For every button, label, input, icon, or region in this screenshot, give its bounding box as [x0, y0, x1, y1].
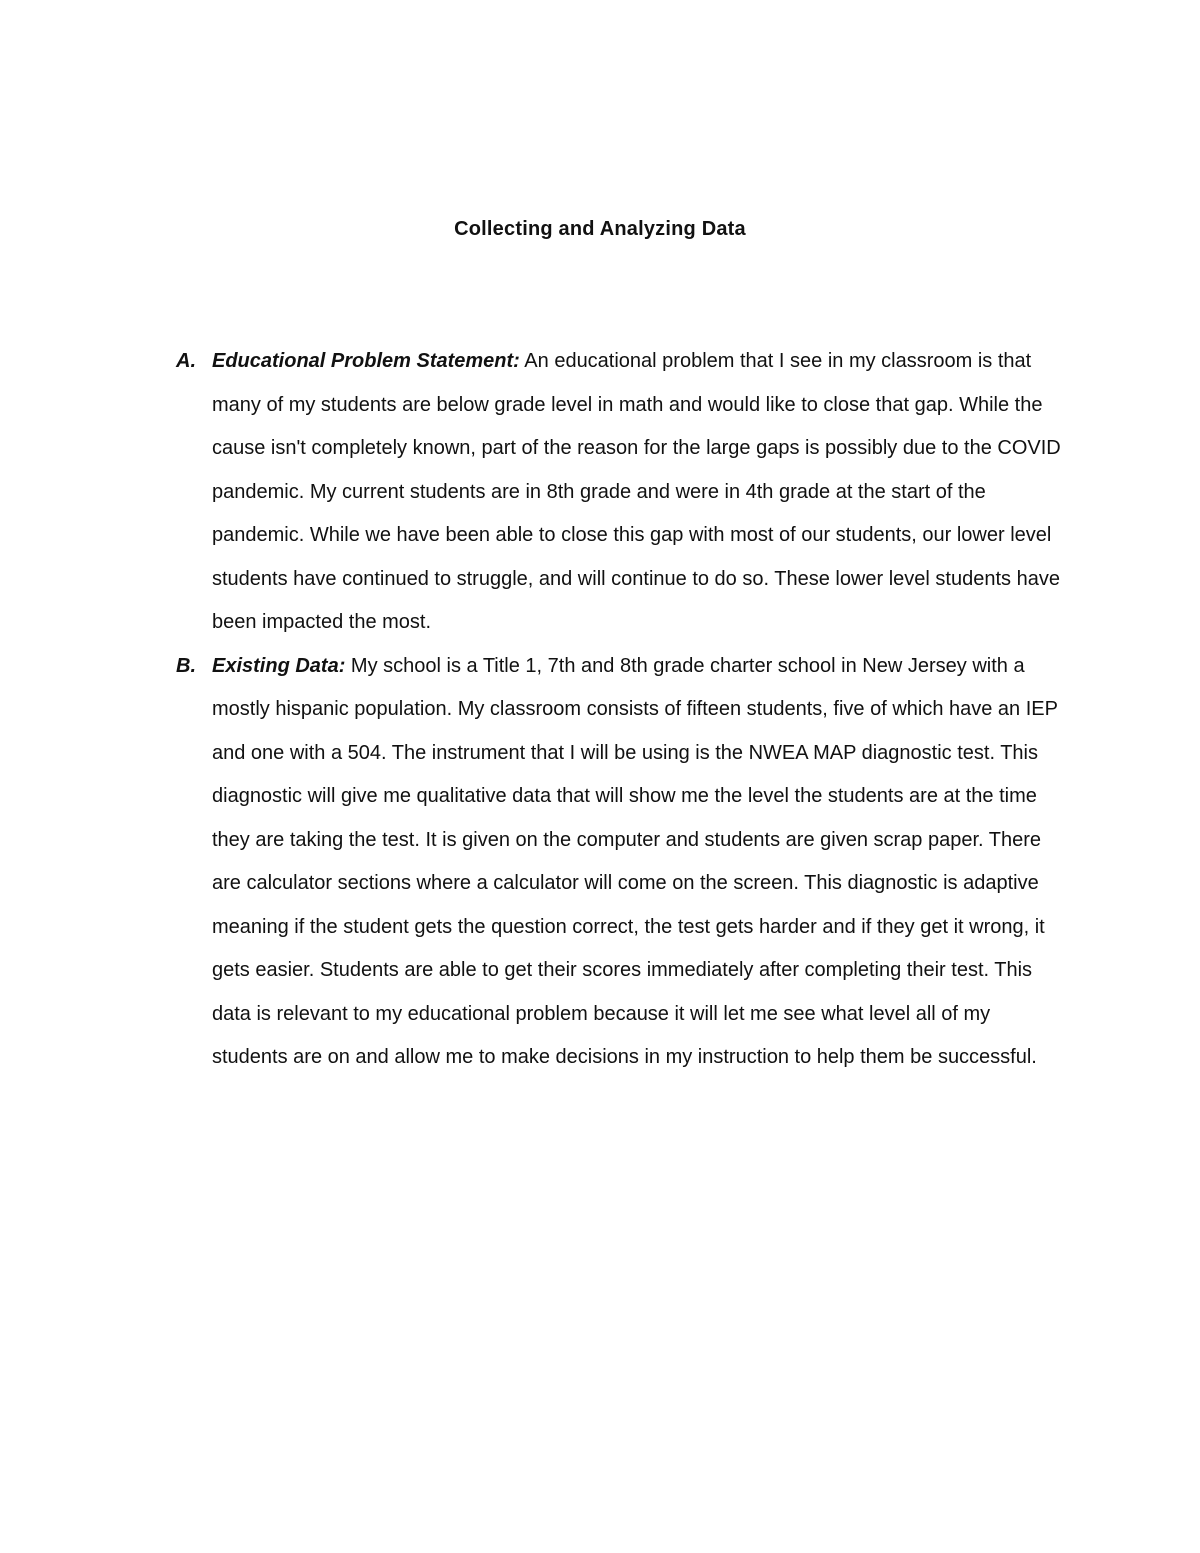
section-a: [176, 340, 1066, 645]
section-b-letter: B.: [176, 654, 196, 677]
section-b: [176, 645, 1066, 1080]
section-a-letter: A.: [176, 350, 196, 372]
section-list: [176, 340, 1066, 1080]
section-b-body: My school is a Title 1, 7th and 8th grade charter school in New Jersey with a mostly hispanic population. My classroom consists of fifteen students, five of which have an IEP and one with a 504. The instrument that I will be using is the NWEA MAP diagnostic test. This diagnostic will give me qualitative data that will show me the level the students are at the time they are taking the test. It is given on the computer and students are given scrap paper. There are calculator sections where a calculator will come on the screen. This diagnostic is adaptive meaning if the student gets the question correct, the test gets harder and if they get it wrong, it gets easier. Students are able to get their scores immediately after completing their test. This data is relevant to my educational problem because it will let me see what level all of my students are on and allow me to make decisions in my instruction to help them be successful.: [212, 654, 1058, 1068]
section-b-heading: Existing Data:: [212, 654, 346, 677]
page-title: Collecting and Analyzing Data: [454, 218, 746, 240]
section-a-body: An educational problem that I see in my classroom is that many of my students are below grade level in math and would like to close that gap. While the cause isn't completely known, part of the reason for the large gaps is possibly due to the COVID pandemic. My current students are in 8th grade and were in 4th grade at the start of the pandemic. While we have been able to close this gap with most of our students, our lower level students have continued to struggle, and will continue to do so. These lower level students have been impacted the most.: [212, 350, 1061, 633]
section-a-heading: Educational Problem Statement:: [212, 350, 520, 372]
